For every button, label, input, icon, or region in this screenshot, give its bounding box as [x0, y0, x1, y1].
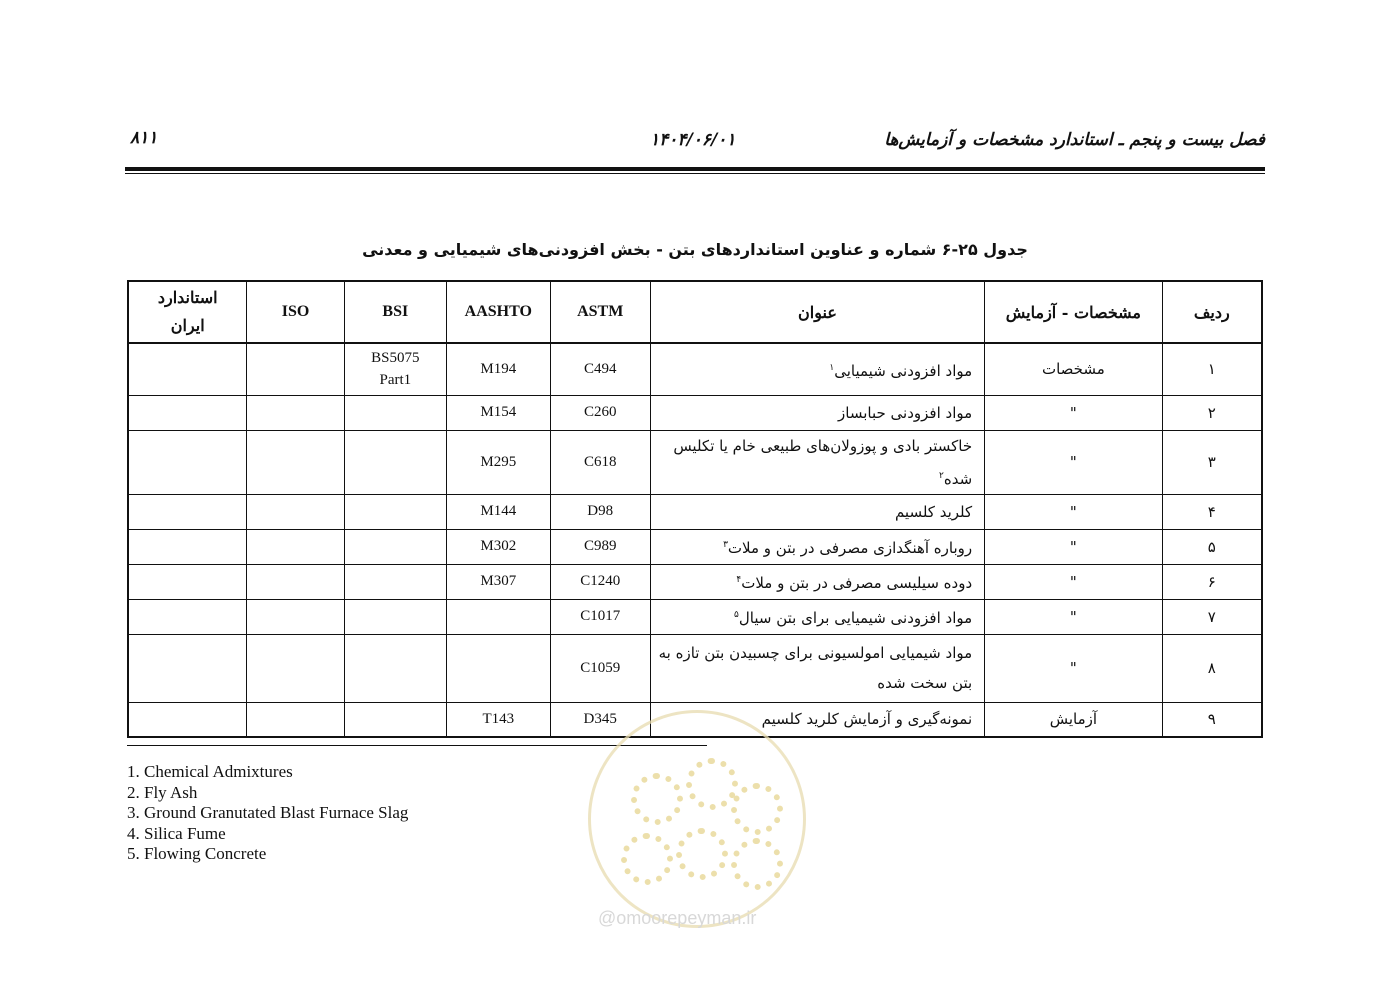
aashto-cell	[447, 634, 551, 702]
row-number-cell-text: ۳	[1207, 453, 1216, 471]
spec-test-cell-text: "	[1069, 453, 1077, 471]
header-iran-standard: استاندارد ایران	[128, 281, 247, 343]
aashto-cell	[447, 430, 551, 494]
bsi-cell	[344, 430, 446, 494]
table-row	[128, 430, 1262, 494]
footnote-item: 1. Chemical Admixtures	[127, 762, 293, 781]
spec-test-cell	[985, 529, 1162, 564]
astm-cell-text: C989	[583, 538, 617, 554]
bsi-cell	[344, 564, 446, 599]
astm-cell-text: C260	[583, 404, 617, 420]
aashto-cell-text: M307	[480, 573, 517, 589]
row-number-cell-text: ۶	[1207, 572, 1216, 591]
row-number-cell-text: ۹	[1207, 710, 1216, 729]
table-row	[128, 529, 1262, 564]
astm-cell	[550, 529, 650, 564]
bsi-cell	[344, 395, 446, 430]
watermark-seal	[588, 710, 806, 928]
bsi-cell	[344, 599, 446, 634]
astm-cell	[550, 564, 650, 599]
bsi-cell	[344, 529, 446, 564]
bsi-cell	[344, 702, 446, 737]
title-cell	[650, 494, 984, 529]
spec-test-cell-text: مشخصات	[1041, 360, 1105, 379]
spec-test-cell-text: آزمایش	[1049, 710, 1098, 729]
footnote-item: 5. Flowing Concrete	[127, 844, 267, 864]
title-cell	[650, 564, 984, 599]
row-number-cell-text: ۸	[1207, 659, 1216, 677]
astm-cell-text: C618	[583, 453, 617, 470]
title-cell-text: مواد افزودنی شیمیایی برای بتن سیال	[738, 609, 973, 627]
astm-cell-text: D345	[583, 710, 617, 727]
title-cell-text: نمونه‌گیری و آزمایش کلرید کلسیم	[761, 710, 973, 729]
table-caption: جدول ۲۵-۶ شماره و عناوین استانداردهای بتن - بخش افزودنی‌های شیمیایی و معدنی	[362, 240, 1028, 259]
bsi-cell	[344, 494, 446, 529]
aashto-cell-text: M302	[480, 538, 517, 554]
iran-standard-cell	[128, 343, 247, 395]
aashto-cell-text: M154	[480, 404, 517, 420]
iso-cell	[247, 494, 344, 529]
iran-standard-cell	[128, 634, 247, 702]
table-header-row	[128, 281, 1262, 343]
title-cell	[650, 634, 984, 702]
footnote-ref: ۲	[939, 470, 944, 481]
astm-cell	[550, 343, 650, 395]
header-aashto: AASHTO	[447, 281, 551, 343]
table-row	[128, 564, 1262, 599]
bsi-cell	[344, 634, 446, 702]
iran-standard-cell	[128, 494, 247, 529]
spec-test-cell	[985, 343, 1162, 395]
title-cell-text: مواد شیمیایی امولسیونی برای چسبیدن بتن تازه به بتن سخت شده	[658, 644, 973, 692]
header-rule-thin	[125, 173, 1265, 174]
title-cell	[650, 529, 984, 564]
header-date: ۱۴۰۴/۰۶/۰۱	[650, 130, 736, 150]
chapter-title: فصل بیست و پنجم ـ استاندارد مشخصات و آزمایش‌ها	[884, 130, 1265, 150]
aashto-cell-text: M295	[480, 453, 517, 470]
title-cell-text: روباره آهنگدازی مصرفی در بتن و ملات	[727, 539, 973, 557]
row-number-cell	[1162, 634, 1262, 702]
aashto-cell	[447, 343, 551, 395]
gear-icon	[731, 783, 783, 835]
iran-standard-cell	[128, 702, 247, 737]
spec-test-cell-text: "	[1069, 572, 1077, 591]
header-row-number: ردیف	[1162, 281, 1262, 343]
iso-cell	[247, 395, 344, 430]
footnote-ref: ۳	[723, 540, 728, 550]
astm-cell-text: C1017	[580, 608, 621, 624]
title-cell	[650, 343, 984, 395]
aashto-cell-text: T143	[482, 710, 515, 727]
title-cell	[650, 599, 984, 634]
astm-cell	[550, 395, 650, 430]
standards-table	[127, 280, 1263, 738]
watermark-text: @omoorepeyman.ir	[598, 908, 757, 928]
table-row	[128, 395, 1262, 430]
aashto-cell	[447, 395, 551, 430]
aashto-cell	[447, 564, 551, 599]
astm-cell	[550, 599, 650, 634]
iso-cell	[247, 564, 344, 599]
bsi-cell-text: BS5075 Part1	[371, 350, 420, 389]
spec-test-cell	[985, 395, 1162, 430]
footnote-item: 2. Fly Ash	[127, 782, 198, 802]
header-iso: ISO	[247, 281, 344, 343]
title-cell	[650, 430, 984, 494]
title-cell-text: کلرید کلسیم	[894, 502, 973, 521]
title-cell-text: مواد افزودنی حبابساز	[838, 403, 973, 422]
page-header	[125, 126, 1265, 156]
spec-test-cell-text: "	[1069, 659, 1077, 677]
spec-test-cell	[985, 494, 1162, 529]
footnotes-list	[127, 762, 408, 865]
gear-icon	[621, 833, 673, 885]
iso-cell	[247, 702, 344, 737]
spec-test-cell	[985, 430, 1162, 494]
title-cell-text: دوده سیلیسی مصرفی در بتن و ملات	[741, 574, 973, 592]
row-number-cell	[1162, 529, 1262, 564]
row-number-cell	[1162, 395, 1262, 430]
spec-test-cell-text: "	[1069, 403, 1077, 422]
title-cell-text: خاکستر بادی و پوزولان‌های طبیعی خام یا تکلیس شده	[673, 436, 973, 488]
iso-cell	[247, 343, 344, 395]
row-number-cell	[1162, 494, 1262, 529]
gear-icon	[631, 773, 683, 825]
header-spec-test: مشخصات - آزمایش	[985, 281, 1162, 343]
spec-test-cell-text: "	[1069, 607, 1077, 626]
aashto-cell	[447, 599, 551, 634]
iran-standard-cell	[128, 599, 247, 634]
footnote-ref: ۵	[734, 610, 739, 620]
header-astm: ASTM	[550, 281, 650, 343]
iran-standard-cell	[128, 529, 247, 564]
astm-cell	[550, 494, 650, 529]
spec-test-cell	[985, 634, 1162, 702]
iran-standard-cell	[128, 430, 247, 494]
spec-test-cell-text: "	[1069, 502, 1077, 521]
row-number-cell	[1162, 599, 1262, 634]
row-number-cell-text: ۷	[1207, 607, 1216, 626]
iso-cell	[247, 430, 344, 494]
iran-standard-cell	[128, 395, 247, 430]
astm-cell-text: C1059	[580, 659, 621, 676]
row-number-cell-text: ۲	[1207, 403, 1216, 422]
table-row	[128, 599, 1262, 634]
row-number-cell	[1162, 702, 1262, 737]
iso-cell	[247, 634, 344, 702]
row-number-cell-text: ۵	[1207, 537, 1216, 556]
gear-icon	[731, 838, 783, 890]
iso-cell	[247, 599, 344, 634]
spec-test-cell-text: "	[1069, 537, 1077, 556]
aashto-cell-text: M144	[480, 503, 517, 519]
row-number-cell-text: ۴	[1207, 502, 1216, 521]
footnote-item: 3. Ground Granutated Blast Furnace Slag	[127, 803, 409, 823]
astm-cell	[550, 430, 650, 494]
table-row	[128, 343, 1262, 395]
astm-cell-text: C494	[583, 360, 617, 377]
astm-cell-text: D98	[587, 503, 614, 519]
page-number: ۸۱۱	[130, 128, 158, 148]
row-number-cell	[1162, 564, 1262, 599]
footnote-ref: ۱	[829, 362, 835, 373]
row-number-cell-text: ۱	[1207, 360, 1216, 379]
gear-icon	[676, 828, 728, 880]
header-bsi: BSI	[344, 281, 446, 343]
iso-cell	[247, 529, 344, 564]
astm-cell	[550, 634, 650, 702]
table-row	[128, 634, 1262, 702]
bsi-cell	[344, 343, 446, 395]
footnote-item: 4. Silica Fume	[127, 823, 226, 843]
header-title: عنوان	[650, 281, 984, 343]
aashto-cell	[447, 529, 551, 564]
footnote-ref: ۴	[736, 575, 742, 585]
table-row	[128, 494, 1262, 529]
aashto-cell-text: M194	[480, 360, 517, 377]
title-cell	[650, 395, 984, 430]
astm-cell-text: C1240	[580, 573, 621, 589]
iran-standard-cell	[128, 564, 247, 599]
spec-test-cell	[985, 564, 1162, 599]
table-body	[128, 343, 1262, 737]
spec-test-cell	[985, 599, 1162, 634]
gear-icon	[686, 758, 738, 810]
spec-test-cell	[985, 702, 1162, 737]
title-cell-text: مواد افزودنی شیمیایی	[834, 361, 973, 380]
header-rule-thick	[125, 167, 1265, 171]
row-number-cell	[1162, 343, 1262, 395]
aashto-cell	[447, 702, 551, 737]
aashto-cell	[447, 494, 551, 529]
row-number-cell	[1162, 430, 1262, 494]
